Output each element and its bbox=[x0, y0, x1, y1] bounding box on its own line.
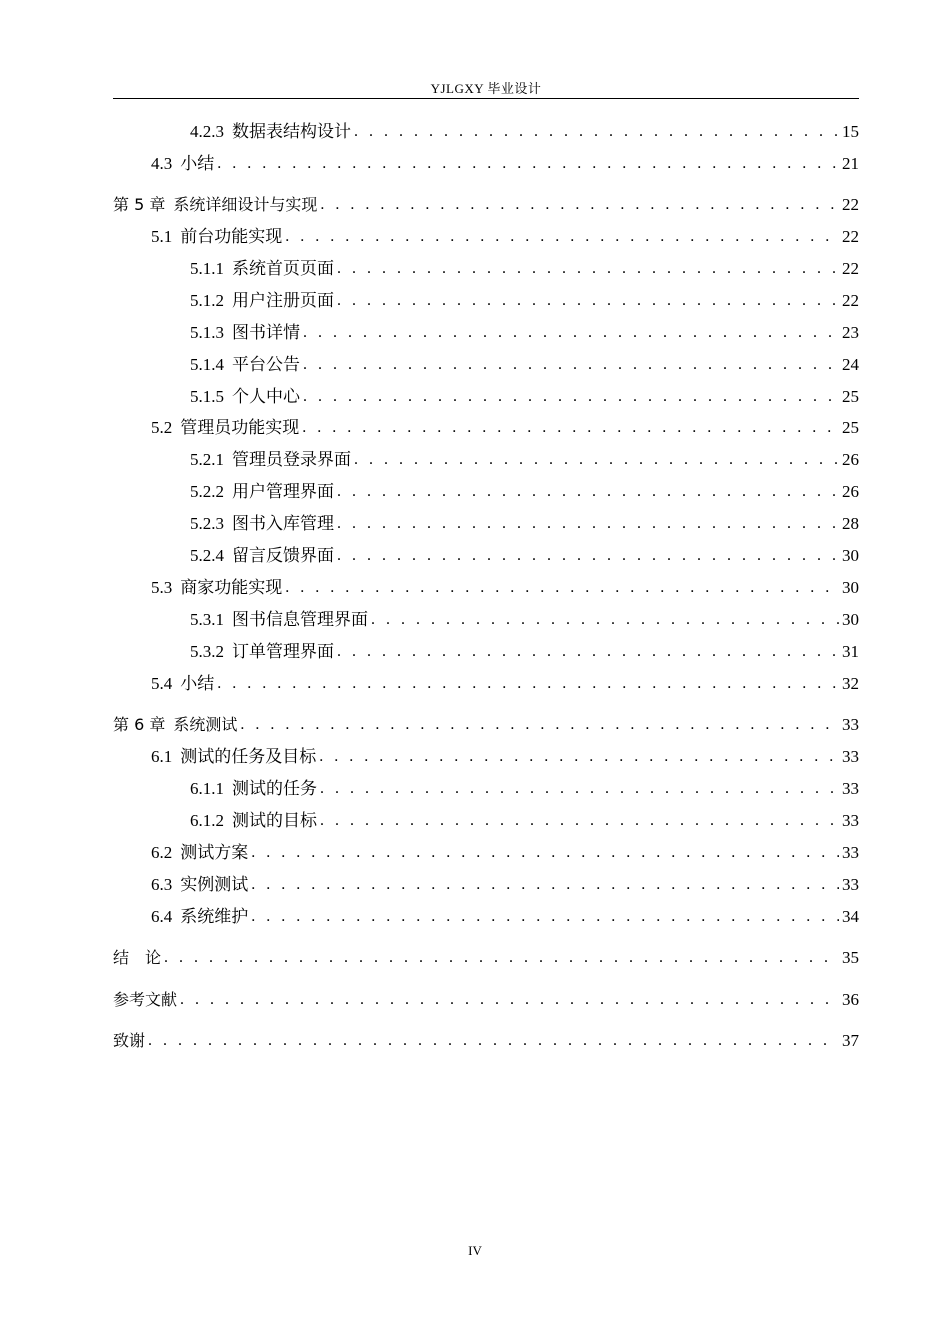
toc-entry-page: 33 bbox=[842, 875, 859, 894]
toc-entry-number: 5.1 bbox=[151, 227, 173, 246]
toc-entry-page: 31 bbox=[842, 642, 859, 661]
toc-entry-number: 5.1.5 bbox=[190, 387, 224, 406]
toc-entry-page: 28 bbox=[842, 514, 859, 533]
dot-leader bbox=[251, 875, 839, 895]
toc-entry-title: 图书详情 bbox=[232, 323, 300, 342]
toc-entry-title: 小结 bbox=[180, 154, 215, 173]
dot-leader bbox=[319, 747, 839, 767]
toc-entry[interactable] bbox=[190, 383, 859, 407]
toc-entry-title: 实例测试 bbox=[180, 875, 249, 894]
toc-entry-page: 33 bbox=[842, 715, 859, 734]
dot-leader bbox=[337, 546, 839, 566]
toc-entry-page: 15 bbox=[842, 122, 859, 141]
toc-entry-title: 订单管理界面 bbox=[232, 642, 334, 661]
toc-entry-title: 系统首页页面 bbox=[232, 259, 334, 278]
dot-leader bbox=[354, 122, 839, 142]
toc-entry-number: 5.1.4 bbox=[190, 355, 224, 374]
page-number: IV bbox=[468, 1243, 482, 1258]
toc-entry-page: 21 bbox=[842, 154, 859, 173]
toc-entry-page: 22 bbox=[842, 227, 859, 246]
toc-entry-page: 25 bbox=[842, 418, 859, 437]
dot-leader bbox=[303, 387, 839, 407]
toc-entry-number: 5.4 bbox=[151, 674, 173, 693]
toc-entry-number: 5.1.3 bbox=[190, 323, 224, 342]
toc-entry-chapter[interactable] bbox=[113, 711, 859, 735]
toc-entry-title: 系统维护 bbox=[180, 907, 249, 926]
toc-entry-title: 小结 bbox=[180, 674, 215, 693]
toc-entry-page: 33 bbox=[842, 747, 859, 766]
toc-entry-title: 商家功能实现 bbox=[180, 578, 283, 597]
toc-entry-number: 6.4 bbox=[151, 907, 173, 926]
toc-entry-number: 5.2.4 bbox=[190, 546, 224, 565]
toc-entry-title: 测试方案 bbox=[180, 843, 249, 862]
toc-entry-number: 5.1.2 bbox=[190, 291, 224, 310]
toc-entry-number: 5.2 bbox=[151, 418, 173, 437]
toc-entry-number: 5.2.1 bbox=[190, 450, 224, 469]
toc-entry-page: 30 bbox=[842, 546, 859, 565]
toc-entry[interactable] bbox=[190, 118, 859, 142]
toc-entry-title: 结 论 bbox=[113, 948, 162, 967]
toc-entry-page: 35 bbox=[842, 948, 859, 967]
toc-entry-title: 留言反馈界面 bbox=[232, 546, 334, 565]
dot-leader bbox=[285, 227, 839, 247]
dot-leader bbox=[303, 323, 839, 343]
toc-entry-page: 26 bbox=[842, 482, 859, 501]
dot-leader bbox=[320, 811, 839, 831]
toc-entry[interactable] bbox=[190, 807, 859, 831]
toc-entry-number: 第 6 章 bbox=[113, 715, 166, 734]
toc-entry-title: 用户管理界面 bbox=[232, 482, 334, 501]
toc-entry[interactable] bbox=[190, 510, 859, 534]
toc-entry[interactable] bbox=[151, 414, 859, 438]
toc-entry-title: 图书入库管理 bbox=[232, 514, 334, 533]
toc-entry[interactable] bbox=[190, 478, 859, 502]
dot-leader bbox=[303, 355, 839, 375]
toc-entry-page: 26 bbox=[842, 450, 859, 469]
dot-leader bbox=[337, 291, 839, 311]
toc-entry-title: 系统测试 bbox=[173, 715, 238, 734]
toc-entry-title: 系统详细设计与实现 bbox=[173, 195, 318, 214]
toc-entry-title: 测试的任务及目标 bbox=[180, 747, 317, 766]
toc-entry[interactable] bbox=[151, 150, 859, 174]
dot-leader bbox=[337, 514, 839, 534]
toc-entry-title: 管理员功能实现 bbox=[180, 418, 300, 437]
toc-entry-number: 5.2.3 bbox=[190, 514, 224, 533]
toc-entry[interactable] bbox=[190, 638, 859, 662]
toc-entry-chapter[interactable] bbox=[113, 944, 859, 968]
toc-entry-chapter[interactable] bbox=[113, 986, 859, 1010]
toc-entry-page: 22 bbox=[842, 291, 859, 310]
toc-entry-page: 34 bbox=[842, 907, 859, 926]
dot-leader bbox=[337, 482, 839, 502]
toc-entry[interactable] bbox=[190, 255, 859, 279]
toc-entry[interactable] bbox=[190, 319, 859, 343]
dot-leader bbox=[180, 990, 839, 1010]
toc-entry-page: 30 bbox=[842, 578, 859, 597]
toc-entry-page: 33 bbox=[842, 811, 859, 830]
toc-entry-number: 4.2.3 bbox=[190, 122, 224, 141]
toc-entry-number: 5.3.1 bbox=[190, 610, 224, 629]
toc-entry-title: 用户注册页面 bbox=[232, 291, 334, 310]
toc-entry[interactable] bbox=[190, 351, 859, 375]
toc-entry-number: 5.1.1 bbox=[190, 259, 224, 278]
toc-entry-number: 5.2.2 bbox=[190, 482, 224, 501]
toc-entry[interactable] bbox=[151, 574, 859, 598]
dot-leader bbox=[148, 1031, 839, 1051]
toc-entry-page: 33 bbox=[842, 779, 859, 798]
dot-leader bbox=[251, 907, 839, 927]
toc-entry-title: 致谢 bbox=[113, 1031, 146, 1050]
toc-entry-page: 37 bbox=[842, 1031, 859, 1050]
dot-leader bbox=[320, 195, 839, 215]
toc-entry-title: 测试的任务 bbox=[232, 779, 317, 798]
dot-leader bbox=[240, 715, 839, 735]
dot-leader bbox=[164, 948, 839, 968]
dot-leader bbox=[354, 450, 839, 470]
toc-entry-title: 个人中心 bbox=[232, 387, 300, 406]
toc-entry-title: 数据表结构设计 bbox=[232, 122, 351, 141]
dot-leader bbox=[337, 642, 839, 662]
toc-entry-title: 管理员登录界面 bbox=[232, 450, 351, 469]
toc-entry-page: 32 bbox=[842, 674, 859, 693]
toc-entry-number: 6.3 bbox=[151, 875, 173, 894]
toc-entry-page: 23 bbox=[842, 323, 859, 342]
toc-entry[interactable] bbox=[151, 839, 859, 863]
dot-leader bbox=[371, 610, 839, 630]
toc-entry[interactable] bbox=[151, 903, 859, 927]
dot-leader bbox=[302, 418, 839, 438]
toc-entry[interactable] bbox=[190, 446, 859, 470]
page-header: YJLGXY 毕业设计 bbox=[430, 81, 542, 96]
toc-entry-title: 测试的目标 bbox=[232, 811, 317, 830]
toc-entry-number: 5.3.2 bbox=[190, 642, 224, 661]
toc-entry-page: 30 bbox=[842, 610, 859, 629]
toc-entry-number: 6.1 bbox=[151, 747, 173, 766]
toc-entry[interactable] bbox=[190, 287, 859, 311]
toc-entry-title: 平台公告 bbox=[232, 355, 300, 374]
toc-entry[interactable] bbox=[151, 871, 859, 895]
toc-entry-title: 前台功能实现 bbox=[180, 227, 283, 246]
toc-entry-page: 22 bbox=[842, 195, 859, 214]
toc-entry-title: 参考文献 bbox=[113, 990, 178, 1009]
dot-leader bbox=[337, 259, 839, 279]
dot-leader bbox=[285, 578, 839, 598]
toc-entry-title: 图书信息管理界面 bbox=[232, 610, 368, 629]
toc-entry[interactable] bbox=[190, 775, 859, 799]
dot-leader bbox=[217, 154, 839, 174]
toc-entry-page: 24 bbox=[842, 355, 859, 374]
toc-entry[interactable] bbox=[151, 743, 859, 767]
toc-entry-page: 25 bbox=[842, 387, 859, 406]
toc-entry[interactable] bbox=[190, 542, 859, 566]
toc-entry[interactable] bbox=[190, 606, 859, 630]
toc-entry-number: 4.3 bbox=[151, 154, 173, 173]
toc-entry-number: 6.2 bbox=[151, 843, 173, 862]
toc-entry-page: 33 bbox=[842, 843, 859, 862]
toc-entry-page: 22 bbox=[842, 259, 859, 278]
toc-entry-number: 第 5 章 bbox=[113, 195, 166, 214]
toc-entry-chapter[interactable] bbox=[113, 191, 859, 215]
toc-entry[interactable] bbox=[151, 670, 859, 694]
toc-entry-number: 6.1.2 bbox=[190, 811, 224, 830]
dot-leader bbox=[217, 674, 839, 694]
toc-entry-page: 36 bbox=[842, 990, 859, 1009]
toc-entry-chapter[interactable] bbox=[113, 1027, 859, 1051]
toc-entry-number: 5.3 bbox=[151, 578, 173, 597]
toc-entry-number: 6.1.1 bbox=[190, 779, 224, 798]
dot-leader bbox=[251, 843, 839, 863]
toc-entry[interactable] bbox=[151, 223, 859, 247]
dot-leader bbox=[320, 779, 839, 799]
